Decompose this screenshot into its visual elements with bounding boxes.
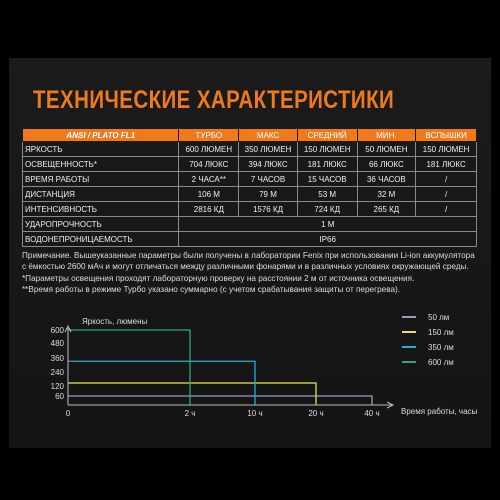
cell: / — [416, 202, 477, 217]
cell: / — [416, 172, 477, 187]
spec-table — [22, 128, 477, 247]
x-tick-label: 0 — [65, 409, 71, 418]
merged-cell: IP66 — [179, 232, 477, 247]
x-tick-label: 40 ч — [364, 409, 380, 418]
cell: 79 М — [239, 187, 298, 202]
note-paragraph: Примечание. Вышеуказанные параметры были получены в лаборатории Fenix при использовании Li-ion аккумулятора с ёмкостью 2600 мАч и могут отличаться между различными фонарями и в различных условиях окружающей среды. — [22, 251, 475, 272]
cell: 50 ЛЮМЕН — [357, 142, 416, 157]
table-row — [23, 202, 477, 217]
runtime-chart — [0, 300, 500, 430]
cell: 7 ЧАСОВ — [239, 172, 298, 187]
y-tick-label: 120 — [50, 382, 64, 391]
table-row — [23, 157, 477, 172]
header-medium: СРЕДНИЙ — [297, 129, 357, 142]
x-axis-title: Время работы, часы — [401, 407, 478, 416]
y-tick-label: 360 — [50, 354, 64, 363]
y-tick-label: 480 — [50, 339, 64, 348]
cell: 15 ЧАСОВ — [297, 172, 357, 187]
table-row — [23, 217, 477, 232]
y-tick-label: 60 — [55, 392, 64, 401]
merged-cell: 1 М — [179, 217, 477, 232]
row-label: ДИСТАНЦИЯ — [23, 187, 179, 202]
table-row — [23, 232, 477, 247]
cell: 53 М — [297, 187, 357, 202]
cell: 32 М — [357, 187, 416, 202]
note-paragraph: *Параметры освещения проходят лабораторную проверку на расстоянии 2 м от источника освещения. — [22, 273, 415, 283]
legend-label: 600 лм — [428, 358, 454, 367]
x-tick-label: 10 ч — [247, 409, 263, 418]
cell: 1576 КД — [239, 202, 298, 217]
note-paragraph: **Время работы в режиме Турбо указано суммарно (с учетом срабатывания защиты от перегрева). — [22, 284, 401, 294]
header-max: МАКС — [239, 129, 298, 142]
page-title: ТЕХНИЧЕСКИЕ ХАРАКТЕРИСТИКИ — [33, 86, 395, 114]
y-tick-label: 240 — [50, 368, 64, 377]
cell: 150 ЛЮМЕН — [416, 142, 477, 157]
table-row — [23, 172, 477, 187]
legend-label: 350 лм — [428, 343, 454, 352]
cell: 36 ЧАСОВ — [357, 172, 416, 187]
header-turbo: ТУРБО — [179, 129, 239, 142]
x-tick-label: 2 ч — [184, 409, 196, 418]
legend-label: 50 лм — [428, 313, 450, 322]
cell: 600 ЛЮМЕН — [179, 142, 239, 157]
cell: 350 ЛЮМЕН — [239, 142, 298, 157]
series-line — [68, 396, 372, 405]
cell: 2 ЧАСА** — [179, 172, 239, 187]
series-line — [68, 383, 316, 405]
row-label: ВОДОНЕПРОНИЦАЕМОСТЬ — [23, 232, 179, 247]
cell: 66 ЛЮКС — [357, 157, 416, 172]
cell: 181 ЛЮКС — [297, 157, 357, 172]
table-header-row — [23, 129, 477, 142]
header-flash: ВСПЫШКИ — [416, 129, 477, 142]
cell: 150 ЛЮМЕН — [297, 142, 357, 157]
row-label: ОСВЕЩЕННОСТЬ* — [23, 157, 179, 172]
series-line — [68, 330, 190, 405]
row-label: УДАРОПРОЧНОСТЬ — [23, 217, 179, 232]
legend-label: 150 лм — [428, 328, 454, 337]
notes-block — [22, 250, 480, 295]
table-row — [23, 142, 477, 157]
cell: / — [416, 187, 477, 202]
cell: 724 КД — [297, 202, 357, 217]
cell: 704 ЛЮКС — [179, 157, 239, 172]
row-label: ЯРКОСТЬ — [23, 142, 179, 157]
table-row — [23, 187, 477, 202]
header-min: МИН. — [357, 129, 416, 142]
y-tick-label: 600 — [50, 326, 64, 335]
cell: 2816 КД — [179, 202, 239, 217]
y-axis-title: Яркость, люмены — [82, 317, 148, 326]
header-standard: ANSI / PLATO FL1 — [23, 129, 179, 142]
row-label: ВРЕМЯ РАБОТЫ — [23, 172, 179, 187]
row-label: ИНТЕНСИВНОСТЬ — [23, 202, 179, 217]
cell: 106 М — [179, 187, 239, 202]
cell: 265 КД — [357, 202, 416, 217]
cell: 394 ЛЮКС — [239, 157, 298, 172]
x-tick-label: 20 ч — [308, 409, 324, 418]
cell: 181 ЛЮКС — [416, 157, 477, 172]
